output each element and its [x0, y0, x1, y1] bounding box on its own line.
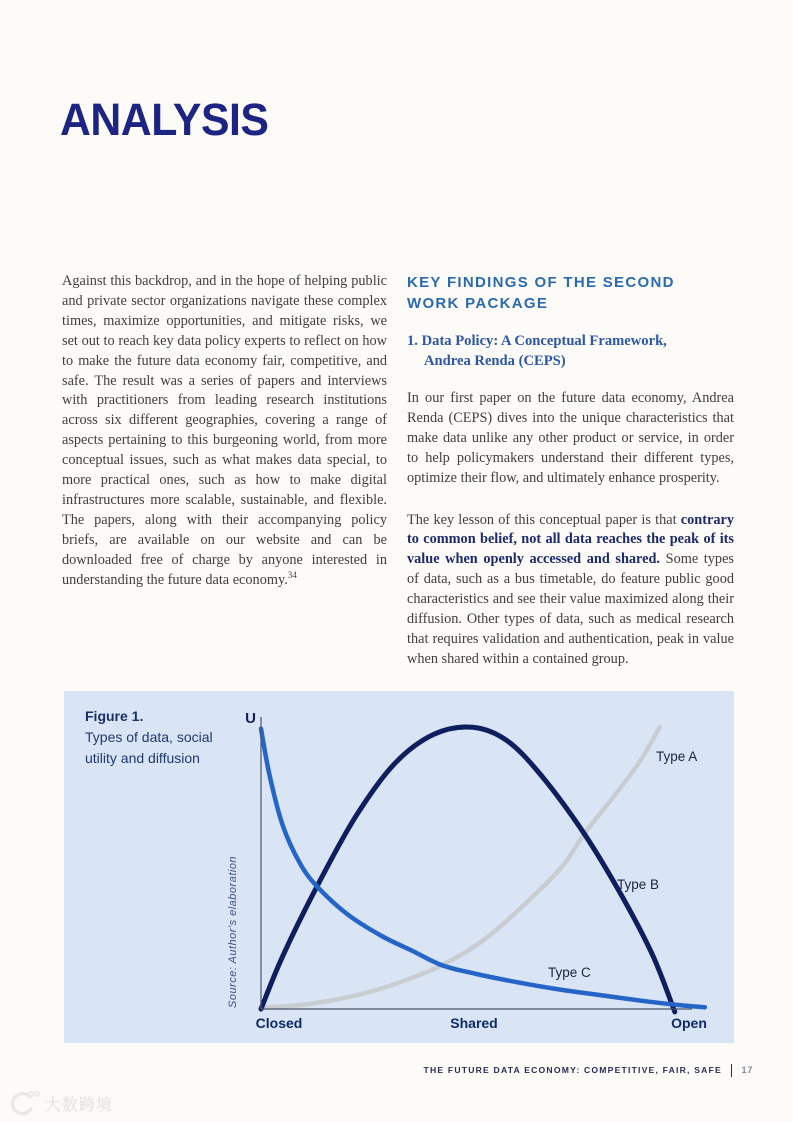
- y-axis-label: U: [245, 710, 256, 727]
- series-label-type-b: Type B: [617, 877, 660, 892]
- curve-type-b: [261, 727, 675, 1012]
- figure-1-panel: [64, 691, 734, 1043]
- page-footer: [424, 1062, 753, 1078]
- intro-paragraph: [62, 272, 387, 591]
- footer-title: THE FUTURE DATA ECONOMY: COMPETITIVE, FAIR, SAFE: [423, 1065, 722, 1075]
- figure-caption: [85, 706, 213, 769]
- figure-caption-line2: utility and diffusion: [85, 750, 200, 766]
- paper-item-title: [407, 331, 734, 371]
- page-title: ANALYSIS: [60, 94, 269, 145]
- section-heading-line2: WORK PACKAGE: [407, 295, 549, 312]
- x-tick-shared: Shared: [450, 1015, 498, 1031]
- figure-caption-line1: Types of data, social: [85, 729, 213, 745]
- paper-item-title-line1: 1. Data Policy: A Conceptual Framework,: [407, 333, 667, 349]
- paper-summary-paragraph-2: [407, 511, 734, 670]
- watermark: [10, 1088, 113, 1118]
- watermark-logo-icon: [10, 1089, 40, 1117]
- key-lesson-intro: The key lesson of this conceptual paper is that: [407, 511, 681, 528]
- section-heading: [407, 272, 734, 314]
- figure-source-note: Source: Author's elaboration: [227, 855, 239, 1009]
- key-lesson-bold: contrary to common belief, not all data reaches the peak of its value when openly accessed and shared.: [407, 511, 734, 568]
- section-heading-line1: KEY FINDINGS OF THE SECOND: [407, 274, 675, 291]
- series-label-type-c: Type C: [548, 965, 591, 980]
- paper-item-title-line2: Andrea Renda (CEPS): [424, 353, 566, 369]
- x-tick-closed: Closed: [255, 1015, 303, 1031]
- footnote-reference: 34: [287, 569, 297, 580]
- paper-summary-paragraph-1: In our first paper on the future data economy, Andrea Renda (CEPS) dives into the unique characteristics that make data unlike any other product or service, in order to help policymakers understand their different types, optimize their flow, and ultimately enhance prosperity.: [407, 390, 734, 486]
- key-lesson-rest: Some types of data, such as a bus timetable, do feature public good characteristics and see their value maximized along their diffusion. Other types of data, such as medical research that requires validation and authentication, peak in value when shared within a contained group.: [407, 551, 734, 667]
- item-number: 1.: [407, 333, 418, 349]
- intro-paragraph-text: Against this backdrop, and in the hope of helping public and private sector organizations navigate these complex times, maximize opportunities, and mitigate risks, we set out to reach key data policy experts to reflect on how to make the future data economy fair, competitive, and safe. The result was a series of papers and interviews with practitioners from leading research institutions across six different geographies, covering a range of aspects pertaining to this burgeoning world, from more conceptual issues, such as what makes data special, to more practical ones, such as how to make digital infrastructures more scalable, sustainable, and flexible. The papers, along with their accompanying policy briefs, are available on our website and can be downloaded free of charge by anyone interested in understanding the future data economy.: [62, 273, 387, 588]
- footer-divider: [731, 1064, 733, 1077]
- x-tick-open: Open: [671, 1015, 707, 1031]
- left-column: [62, 272, 387, 591]
- watermark-text: 大数跨境: [45, 1096, 114, 1114]
- right-column: [407, 272, 734, 670]
- figure-label: Figure 1.: [85, 708, 144, 724]
- series-label-type-a: Type A: [656, 749, 698, 764]
- page-number: 17: [741, 1064, 753, 1076]
